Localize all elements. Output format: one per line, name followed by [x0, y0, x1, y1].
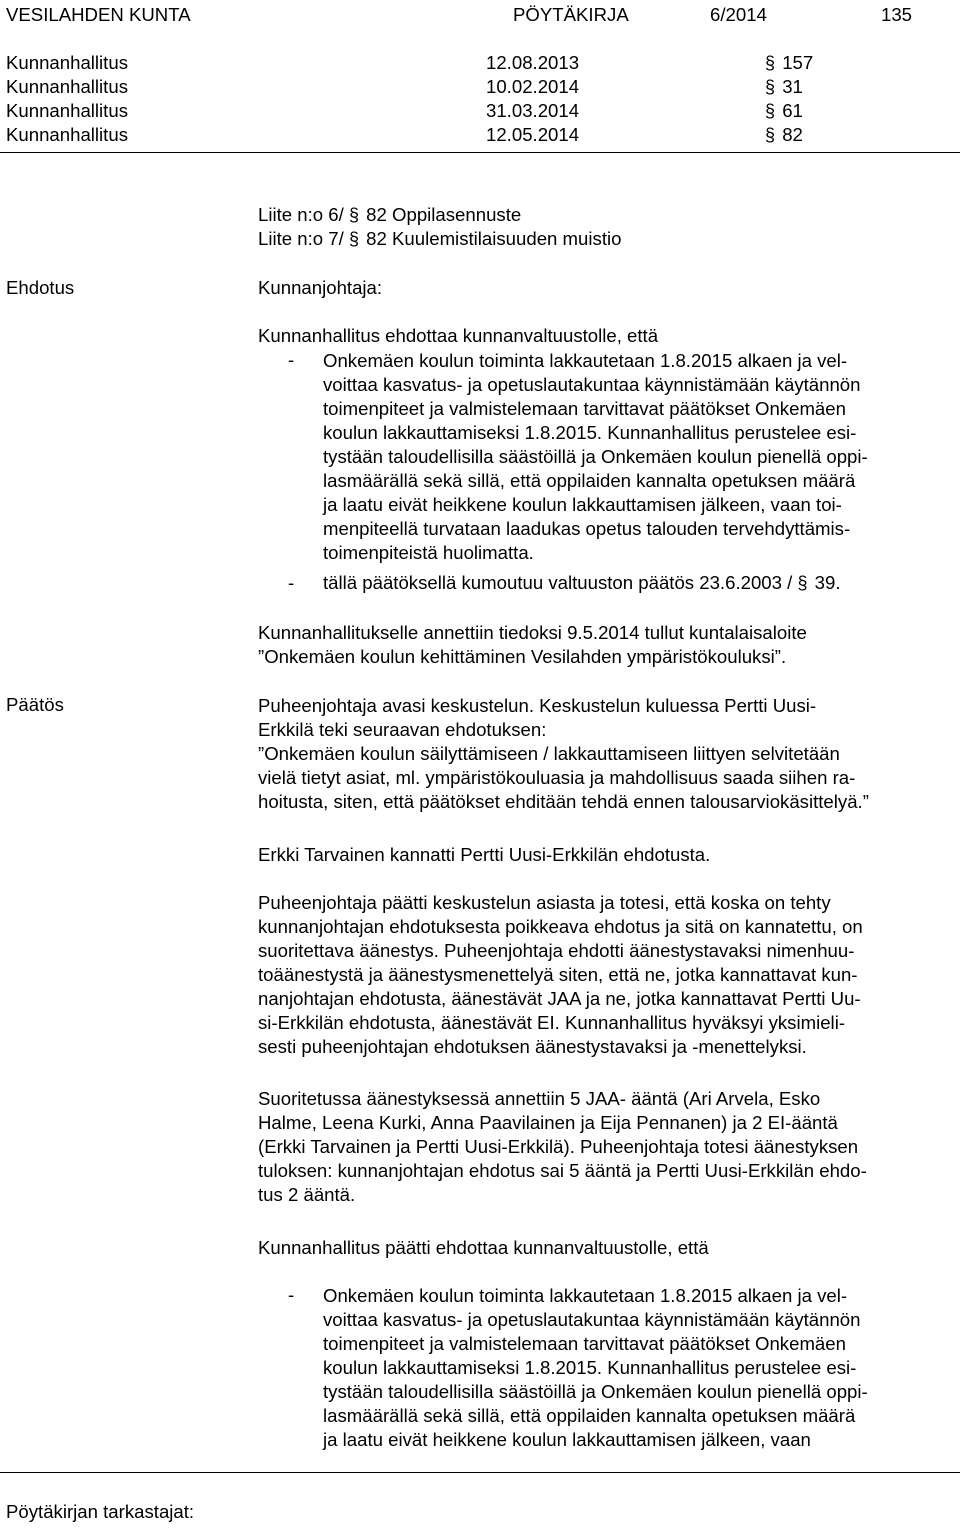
bullet-dash: - [288, 1284, 295, 1305]
text-line: ”Onkemäen koulun säilyttämiseen / lakkauttamiseen liittyen selvitetään [258, 743, 840, 764]
text-line: si-Erkkilän ehdotusta, äänestävät EI. Kunnanhallitus hyväksyi yksimieli- [258, 1012, 846, 1033]
history-date: 10.02.2014 [486, 76, 580, 97]
bullet-dash: - [288, 572, 295, 593]
section-sign: § [765, 53, 776, 73]
section-sign: § [765, 77, 776, 97]
text-line: suoritettava äänestys. Puheenjohtaja ehdotti äänestystavaksi nimenhuu- [258, 940, 855, 961]
history-body: Kunnanhallitus [6, 76, 128, 97]
text-line: koulun lakkauttamiseksi 1.8.2015. Kunnanhallitus perustelee esi- [323, 422, 857, 443]
proposal-label: Ehdotus [6, 277, 75, 298]
text-line: Kunnanhallitukselle annettiin tiedoksi 9.5.2014 tullut kuntalaisaloite [258, 622, 807, 643]
section-sign: § [348, 205, 359, 225]
text-line: ja laatu eivät heikkene koulun lakkauttamisen jälkeen, vaan toi- [323, 494, 842, 515]
history-body: Kunnanhallitus [6, 52, 128, 73]
section-sign: § [797, 573, 808, 593]
text-line: Puheenjohtaja avasi keskustelun. Keskustelun kuluessa Pertti Uusi- [258, 695, 817, 716]
text-line: nanjohtajan ehdotusta, äänestävät JAA ja ne, jotka kannattavat Pertti Uu- [258, 988, 861, 1009]
text-line: kunnanjohtajan ehdotuksesta poikkeava ehdotus ja sitä on kannatettu, on [258, 916, 863, 937]
text-line: (Erkki Tarvainen ja Pertti Uusi-Erkkilä). Puheenjohtaja totesi äänestyksen [258, 1136, 859, 1157]
history-section: § 31 [765, 76, 803, 97]
page-number: 135 [881, 4, 913, 25]
proposal-bullet-2: tällä päätöksellä kumoutuu valtuuston päätös 23.6.2003 / § 39. [323, 572, 841, 593]
text-line: lasmäärällä sekä sillä, että oppilaiden kannalta opetuksen määrä [323, 1405, 856, 1426]
history-body: Kunnanhallitus [6, 124, 128, 145]
section-sign: § [765, 101, 776, 121]
text-line: Puheenjohtaja päätti keskustelun asiasta ja totesi, että koska on tehty [258, 892, 831, 913]
document-type: PÖYTÄKIRJA [513, 4, 629, 25]
bullet-dash: - [288, 349, 295, 370]
decision-label: Päätös [6, 694, 64, 715]
text-line: toimenpiteistä huolimatta. [323, 542, 534, 563]
footer-divider [0, 1472, 960, 1473]
text-line: hoitusta, siten, että päätökset ehditään tehdä ennen talousarviokäsittelyä.” [258, 791, 869, 812]
text-line: tuloksen: kunnanjohtajan ehdotus sai 5 ääntä ja Pertti Uusi-Erkkilän ehdo- [258, 1160, 867, 1181]
section-sign: § [348, 229, 359, 249]
text-line: Suoritetussa äänestyksessä annettiin 5 JAA- ääntä (Ari Arvela, Esko [258, 1088, 821, 1109]
attachment-item: Liite n:o 7/ § 82 Kuulemistilaisuuden muistio [258, 228, 622, 249]
divider [0, 152, 960, 153]
text-line: voittaa kasvatus- ja opetuslautakuntaa käynnistämään käytännön [323, 1309, 861, 1330]
history-date: 12.08.2013 [486, 52, 580, 73]
text-line: vielä tietyt asiat, ml. ympäristökouluasia ja mahdollisuus saada siihen ra- [258, 767, 856, 788]
decision-paragraph-2: Erkki Tarvainen kannatti Pertti Uusi-Erkkilän ehdotusta. [258, 844, 711, 865]
history-date: 12.05.2014 [486, 124, 580, 145]
section-sign: § [765, 125, 776, 145]
text-line: voittaa kasvatus- ja opetuslautakuntaa käynnistämään käytännön [323, 374, 861, 395]
text-line: tystään taloudellisilla säästöillä ja Onkemäen koulun pienellä oppi- [323, 1381, 868, 1402]
proposal-intro: Kunnanhallitus ehdottaa kunnanvaltuustolle, että [258, 325, 659, 346]
text-line: Onkemäen koulun toiminta lakkautetaan 1.8.2015 alkaen ja vel- [323, 350, 848, 371]
text-line: menpiteellä turvataan laadukas opetus talouden tervehdyttämis- [323, 518, 851, 539]
text-line: Halme, Leena Kurki, Anna Paavilainen ja Eija Pennanen) ja 2 EI-ääntä [258, 1112, 838, 1133]
decision-paragraph-5: Kunnanhallitus päätti ehdottaa kunnanvaltuustolle, että [258, 1237, 709, 1258]
issue-number: 6/2014 [710, 4, 767, 25]
municipality-name: VESILAHDEN KUNTA [6, 4, 191, 25]
proposal-author: Kunnanjohtaja: [258, 277, 383, 298]
text-line: sesti puheenjohtajan ehdotuksen äänestystavaksi ja -menettelyksi. [258, 1036, 807, 1057]
text-line: ja laatu eivät heikkene koulun lakkauttamisen jälkeen, vaan [323, 1429, 811, 1450]
text-line: koulun lakkauttamiseksi 1.8.2015. Kunnanhallitus perustelee esi- [323, 1357, 857, 1378]
text-line: Erkkilä teki seuraavan ehdotuksen: [258, 719, 547, 740]
text-line: toimenpiteet ja valmistelemaan tarvittavat päätökset Onkemäen [323, 1333, 846, 1354]
text-line: tystään taloudellisilla säästöillä ja Onkemäen koulun pienellä oppi- [323, 446, 868, 467]
text-line: toimenpiteet ja valmistelemaan tarvittavat päätökset Onkemäen [323, 398, 846, 419]
reviewers-label: Pöytäkirjan tarkastajat: [6, 1501, 195, 1522]
text-line: lasmäärällä sekä sillä, että oppilaiden kannalta opetuksen määrä [323, 470, 856, 491]
attachment-item: Liite n:o 6/ § 82 Oppilasennuste [258, 204, 522, 225]
history-section: § 82 [765, 124, 803, 145]
history-section: § 157 [765, 52, 814, 73]
text-line: Onkemäen koulun toiminta lakkautetaan 1.8.2015 alkaen ja vel- [323, 1285, 848, 1306]
history-body: Kunnanhallitus [6, 100, 128, 121]
text-line: ”Onkemäen koulun kehittäminen Vesilahden ympäristökouluksi”. [258, 646, 787, 667]
history-section: § 61 [765, 100, 803, 121]
text-line: tus 2 ääntä. [258, 1184, 356, 1205]
text-line: toäänestystä ja äänestysmenettelyä siten, että ne, jotka kannattavat kun- [258, 964, 858, 985]
history-date: 31.03.2014 [486, 100, 580, 121]
